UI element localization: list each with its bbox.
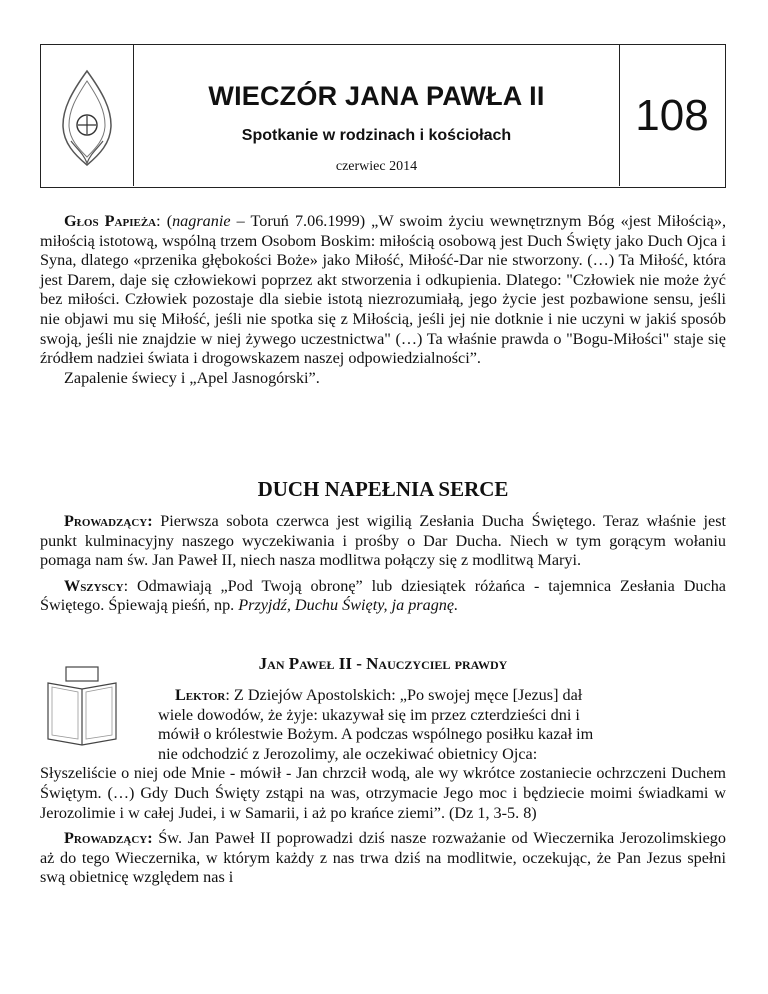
section2-heading: Jan Paweł II - Nauczyciel prawdy [258,654,508,673]
lektor-text-1: : Z Dziejów Apostolskich: „Po swojej męce [Jezus] dał [225,686,583,704]
page-subtitle: Spotkanie w rodzinach i kościołach [241,127,512,144]
lektor-line-3: mówił o królestwie Bożym. A podczas wspólnego posiłku kazał im [158,725,594,744]
page-title: WIECZÓR JANA PAWŁA II [208,81,545,111]
wszyscy-text: : Odmawiają „Pod Twoją obronę” lub dziesiątek różańca - tajemnica Zesłania Ducha Świętego. Śpiewają pieśń, np. [40,576,726,615]
lektor-rest: Słyszeliście o niej ode Mnie - mówił - Jan chrzcił wodą, ale wy wkrótce zostaniecie ochrzczeni Duchem Świętym. (…) Gdy Duch Święty zstąpi na was, otrzymacie Jego moc i będziecie moimi świadkami w Jerozolimie i w całej Judei, i w Samarii, i aż po krańce ziemi”. (Dz 1, 3-5. 8) [40,764,726,822]
issue-date: czerwiec 2014 [335,159,418,174]
wszyscy-song: Przyjdź, Duchu Święty, ja pragnę. [238,596,459,615]
glos-text: – Toruń 7.06.1999) „W swoim życiu wewnętrznym Bóg «jest Miłością», miłością istotową, wspólną trzem Osobom Boskim: miłością osobową jest Duch Święty jako Duch Ojca i Syna, dlatego «przenika głębokości Boże» jako Miłość, Miłość-Dar nie stworzony. (…) Ta Miłość, która jest Darem, daje się człowiekowi poprzez akt stworzenia i odkupienia. Dlatego: "Człowiek nie może żyć bez miłości. Człowiek pozostaje dla siebie istotą niezrozumiałą, jego życie jest pozbawione sensu, jeśli nie objawi mu się Miłość, jeśli nie spotka się z Miłością, jeśli jej nie dotknie i nie uczyni w jakiś sposób swoją, jeśli nie znajdzie w niej żywego uczestnictwa" (…) Ta właśnie prawda o "Bogu-Miłości" staje się źródłem nadziei świata i drogowskazem naszej odpowiedzialności”. [40,212,726,368]
prow-text: Pierwsza sobota czerwca jest wigilią Zesłania Ducha Świętego. Teraz właśnie jest punkt kulminacyjny naszego wyczekiwania i prośby o Dar Ducha. Niech w tym gorącym wołaniu pomaga nam św. Jan Paweł II, niech nasza modlitwa połączy się z modlitwą Maryi. [40,512,726,570]
header-box [40,44,726,188]
prow2-label: Prowadzący: [64,829,153,848]
section1-prow-paragraph [40,512,726,571]
glos-label: Głos Papieża [64,212,157,230]
prow-label: Prowadzący: [64,512,153,530]
wszyscy-paragraph [40,577,726,616]
glos-note: nagranie [172,212,231,230]
flame-cross-logo-icon [41,45,133,186]
lektor-line-4: nie odchodzić z Jerozolimy, ale oczekiwać obietnicy Ojca: [158,744,538,763]
candle-paragraph: Zapalenie świecy i „Apel Jasnogórski”. [64,368,320,387]
glos-papieza-block [40,212,726,388]
section1-heading: DUCH NAPEŁNIA SERCE [257,477,509,501]
logo-cell [41,45,134,186]
glos-paragraph: Głos Papieża: (nagranie – Toruń 7.06.1999) „W swoim życiu wewnętrznym Bóg «jest Miłością», miłością istotową, wspólną trzem Osobom Boskim: miłością osobową jest Duch Święty jako Duch Ojca i Syna, dlatego «przenika głębokości Boże» jako Miłość, Miłość-Dar nie stworzony. (…) Ta Miłość, która jest Darem, daje się człowiekowi poprzez akt stworzenia i odkupienia. Dlatego: "Człowiek nie może żyć bez miłości. Człowiek pozostaje dla siebie istotą niezrozumiałą, jego życie jest pozbawione sensu, jeśli nie objawi mu się Miłość, jeśli nie spotka się z Miłością, jeśli jej nie dotknie i nie uczyni w jakiś sposób swoją, jeśli nie znajdzie w niej żywego uczestnictwa" (…) Ta właśnie prawda o "Bogu-Miłości" staje się źródłem nadziei świata i drogowskazem naszej odpowiedzialności”. [40,212,726,368]
wszyscy-label: Wszyscy [64,576,124,595]
section2-prow-paragraph [40,829,726,888]
prow2-text: Św. Jan Paweł II poprowadzi dziś nasze rozważanie od Wieczernika Jerozolimskiego aż do tego Wieczernika, w którym każdy z nas trwa dziś na modlitwie, oczekując, że Pan Jezus spełni swą obietnicę względem nas i [40,829,726,887]
issue-number-cell [620,45,724,186]
issue-number: 108 [635,90,709,140]
lektor-label: Lektor [175,686,226,704]
lektor-line-2: wiele dowodów, że żyje: ukazywał się im przez czterdzieści dni i [158,705,580,724]
lektor-line-1 [40,686,726,706]
title-cell [134,45,620,186]
lektor-block [40,686,726,888]
section1-block [40,512,726,616]
